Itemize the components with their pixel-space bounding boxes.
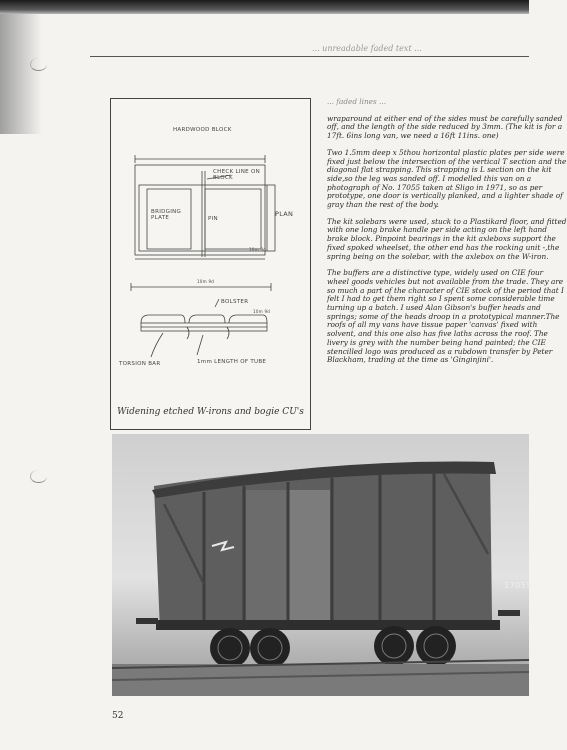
paragraph: wraparound at either end of the sides must be carefully sanded off, and the length of the side reduced by 3mm. (The kit is for a 17ft. 6ins long van, we need a 16ft 11ins. one): [327, 113, 563, 141]
label-pin: PIN: [208, 216, 218, 222]
punch-hole-mark: [30, 470, 47, 483]
figure-caption: Widening etched W-irons and bogie CU's: [117, 407, 304, 417]
scan-shadow: [0, 14, 42, 134]
label-bridging-plate: BRIDGING PLATE: [151, 209, 182, 221]
label-tube-length: 1mm LENGTH OF TUBE: [197, 359, 267, 365]
paragraph-faded: ... faded lines ...: [327, 97, 387, 106]
paragraph: Two 1.5mm deep x 5thou horizontal plastic plates per side were fixed just below the intersection of the vertical T section and the diagonal flat strapping. This strapping is L section on the kit side,so the leg was sanded off. I modelled this van on a photograph of No. 17055 taken at Sligo in 1971, so as per prototype, one door is vertically planked, and a lighter shade of gray than the rest of the body.: [327, 147, 567, 210]
paragraph: The buffers are a distinctive type, widely used on CIE four wheel goods vehicles but not available from the trade. They are so much a part of the character of CIE stock of the period that I felt I had to get them right so I spent some considerable time turning up a batch. I used Alan Gibson's buffer heads and springs; some of the heads droop in a prototypical manner.The roofs of all my vans have tissue paper 'canvas' fixed with solvent, and this one also has five laths across the roof. The livery is grey with the number being hand painted; the CIE stencilled logo was produced as a rubdown transfer by Peter Blackham, trading at the time as 'Ginginjini'.: [327, 268, 564, 365]
punch-hole-mark: [30, 58, 47, 71]
label-torsion-bar: TORSION BAR: [119, 361, 161, 367]
label-plan: PLAN: [275, 210, 294, 218]
page-number: 52: [112, 711, 124, 721]
scan-edge-band: [0, 0, 529, 14]
label-bolster: BOLSTER: [221, 299, 249, 305]
faded-header-text: ... unreadable faded text ...: [312, 44, 422, 53]
label-dim-bolster: 10m 9d: [253, 309, 271, 314]
wagon-photograph: [112, 434, 532, 696]
article-column: [327, 97, 567, 373]
paragraph: The kit solebars were used, stuck to a Plastikard floor, and fitted with one long brake handle per side acting on the left hand brake block. Pinpoint bearings in the kit axleboxs support the fixed spoked wheelset, the other end has the rocking unit -,the spring being on the solebar, with the axlebox on the W-iron.: [327, 216, 567, 261]
van-model-image: [112, 434, 529, 696]
diagram-figure: [110, 98, 311, 430]
label-dim-top: 10m 9d: [197, 279, 215, 284]
label-dim-side: 10m 9d: [249, 247, 267, 252]
label-check-line: CHECK LINE ON BLOCK: [213, 169, 261, 181]
wiron-diagram: [111, 99, 310, 429]
wagon-number: 17055: [504, 581, 532, 590]
label-hardwood-block: HARDWOOD BLOCK: [173, 127, 232, 133]
